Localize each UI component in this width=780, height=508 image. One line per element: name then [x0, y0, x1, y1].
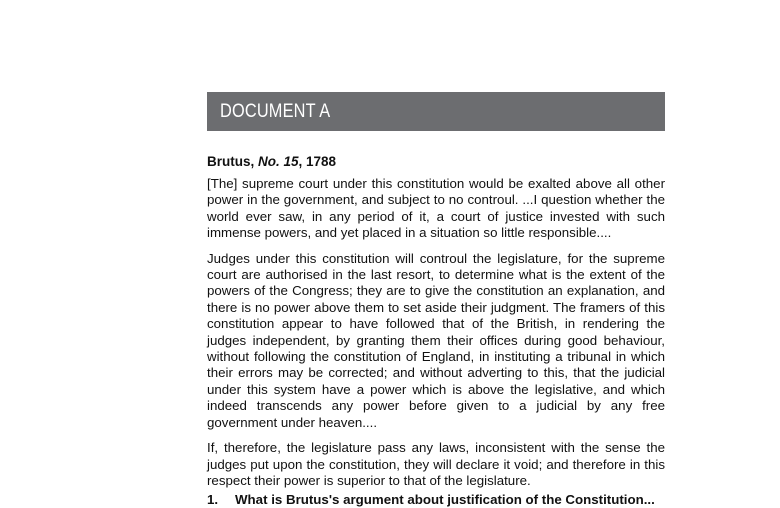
paragraph-2: Judges under this constitution will controul the legislature, for the supreme court are authorised in the last resort, to determine what is the extent of the powers of the Congress; they are to give the constitution an explanation, and there is no power above them to set aside their judgment. The framers of this constitution appear to have followed that of the British, in rendering the judges independent, by granting them their offices during good behaviour, without following the constitution of England, in instituting a tribunal in which their errors may be corrected; and without adverting to this, that the judicial under this system have a power which is above the legislative, and which indeed transcends any power before given to a judicial by any free government under heaven.... [207, 250, 665, 430]
question-item [207, 492, 665, 508]
document-header-bar [207, 92, 665, 131]
question-number: 1. [207, 492, 219, 507]
document-body [207, 153, 665, 498]
paragraph-3: If, therefore, the legislature pass any laws, inconsistent with the sense the judges put upon the constitution, they will declare it void; and therefore in this respect their power is superior to that of the legislature. [207, 440, 665, 488]
source-work: No. 15 [258, 154, 299, 169]
paragraph-1: [The] supreme court under this constitution would be exalted above all other power in the government, and subject to no controul. ...I question whether the world ever saw, in any period of it, a court of justice invested with such immense powers, and yet placed in a situation so little responsible.... [207, 176, 665, 241]
source-citation [207, 153, 665, 170]
source-year: , 1788 [298, 154, 337, 169]
source-author: Brutus, [207, 154, 259, 169]
question-text: What is Brutus's argument about justification of the Constitution... [235, 492, 655, 507]
document-title: DOCUMENT A [220, 100, 331, 122]
